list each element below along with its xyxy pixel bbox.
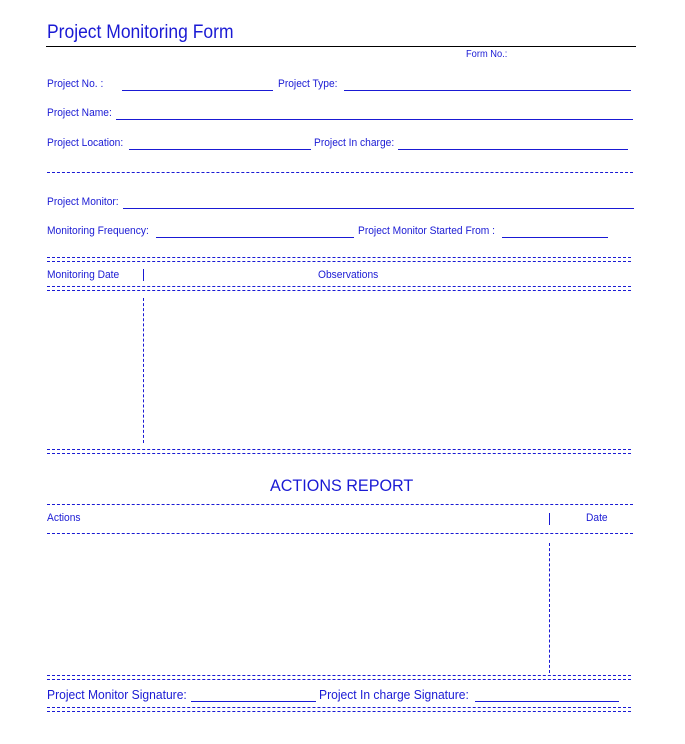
col-monitoring-date: Monitoring Date — [47, 269, 120, 281]
monitor-started-from-label: Project Monitor Started From : — [358, 225, 496, 237]
project-type-field[interactable] — [344, 90, 631, 91]
column-divider — [143, 298, 144, 443]
project-no-label: Project No. : — [47, 78, 104, 90]
table-header-rule — [47, 286, 631, 291]
signature-bottom-rule — [47, 707, 631, 712]
project-monitor-label: Project Monitor: — [47, 196, 119, 208]
project-name-field[interactable] — [116, 119, 633, 120]
actions-top-rule — [47, 504, 633, 505]
actions-bottom-rule — [47, 675, 631, 680]
monitor-started-from-field[interactable] — [502, 237, 608, 238]
actions-header-rule — [47, 533, 633, 534]
project-in-charge-label: Project In charge: — [314, 137, 395, 149]
monitor-signature-field[interactable] — [191, 701, 316, 702]
observations-cell[interactable] — [146, 298, 631, 443]
project-type-label: Project Type: — [278, 78, 338, 90]
monitor-signature-label: Project Monitor Signature: — [47, 687, 187, 702]
actions-header-divider — [549, 513, 550, 525]
project-location-label: Project Location: — [47, 137, 124, 149]
col-observations: Observations — [318, 269, 379, 281]
col-actions: Actions — [47, 512, 81, 524]
actions-report-title: ACTIONS REPORT — [270, 476, 414, 495]
project-name-label: Project Name: — [47, 107, 112, 119]
col-date: Date — [586, 512, 608, 524]
section-separator — [47, 172, 633, 173]
project-no-field[interactable] — [122, 90, 273, 91]
form-no-label: Form No.: — [466, 49, 508, 60]
table-bottom-rule — [47, 449, 631, 454]
project-location-field[interactable] — [129, 149, 311, 150]
form-title: Project Monitoring Form — [47, 22, 234, 43]
title-rule — [46, 46, 636, 47]
project-in-charge-field[interactable] — [398, 149, 628, 150]
date-cell[interactable] — [553, 543, 631, 671]
header-divider — [143, 269, 144, 281]
monitoring-frequency-label: Monitoring Frequency: — [47, 225, 149, 237]
actions-cell[interactable] — [47, 543, 545, 671]
monitoring-date-cell[interactable] — [47, 298, 141, 443]
in-charge-signature-label: Project In charge Signature: — [319, 687, 469, 702]
actions-column-divider — [549, 543, 550, 673]
table-top-rule — [47, 257, 631, 262]
monitoring-frequency-field[interactable] — [156, 237, 354, 238]
project-monitor-field[interactable] — [123, 208, 634, 209]
in-charge-signature-field[interactable] — [475, 701, 619, 702]
